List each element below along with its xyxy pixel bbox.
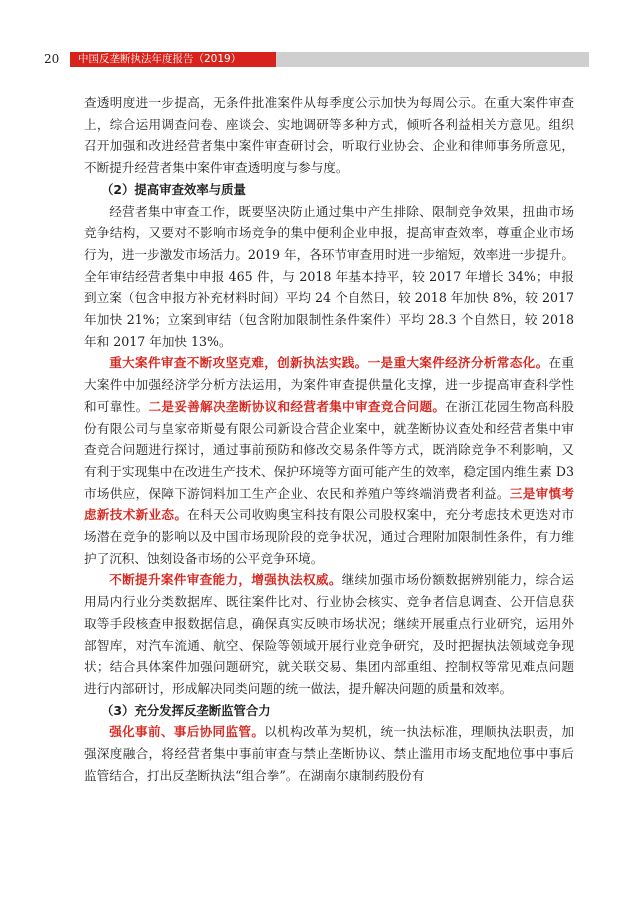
highlight-text: 二是妥善解决垄断协议和经营者集中审查竞合问题。 (148, 398, 446, 414)
header-title: 中国反垄断执法年度报告（2019） (78, 53, 242, 65)
page-header (44, 51, 589, 68)
paragraph-text: 继续加强市场份额数据辨别能力，综合运用局内行业分类数据库、既往案件比对、行业协会核实、竞争者信息调查、公开信息获取等手段核查申报数据信息，确保真实反映市场状况；继续开展重点行业研究，运用外部智库，对汽车流通、航空、保险等领域开展行业竞争研究，及时把握执法领域竞争现状；结合具体案件加强问题研究，就关联交易、集团内部重组、控制权等常见难点问题进行内部研讨，形成解决同类问题的统一做法，提升解决问题的质量和效率。 (84, 572, 575, 696)
paragraph-text: 在科天公司收购奥宝科技有限公司股权案中，充分考虑技术更迭对市场潜在竞争的影响以及中国市场现阶段的竞争状况，通过合理附加限制性条件，有力维护了沉积、蚀刻设备市场的公平竞争环境。 (84, 507, 575, 566)
header-rule (276, 52, 589, 67)
paragraph-3 (84, 352, 574, 569)
highlight-text: 强化事前、事后协同监管。 (109, 724, 265, 740)
paragraph-5 (84, 721, 574, 786)
paragraph-text: 以机构改革为契机，统一执法标准，理顺执法职责，加强深度融合，将经营者集中事前审查与禁止垄断协议、禁止滥用市场支配地位事中事后监管结合，打出反垄断执法“组合拳”。在湖南尔康制药股份有 (84, 724, 575, 783)
section-heading-2: （2）提高审查效率与质量 (101, 181, 246, 197)
page-number: 20 (44, 52, 60, 66)
paragraph-4 (84, 569, 574, 699)
highlight-text: 不断提升案件审查能力，增强执法权威。 (109, 572, 342, 588)
header-title-bar (70, 52, 276, 67)
paragraph-2: 经营者集中审查工作，既要坚决防止通过集中产生排除、限制竞争效果，扭曲市场竞争结构，又要对不影响市场竞争的集中便利企业申报，提高审查效率，尊重企业市场行为，进一步激发市场活力。2019 年，各环节审查用时进一步缩短，效率进一步提升。全年审结经营者集中申报 465 件，与 2018 年基本持平，较 2017 年增长 34%；申报到立案（包含申报方补充材料时间）平均 24 个自然日，较 2018 年加快 8%，较 2017 年加快 21%；立案到审结（包含附加限制性条件案件）平均 28.3 个自然日，较 2018 年和 2017 年加快 13%。 (84, 203, 574, 349)
section-heading-3: （3）充分发挥反垄断监管合力 (101, 702, 271, 718)
paragraph-1: 查透明度进一步提高，无条件批准案件从每季度公示加快为每周公示。在重大案件审查上，综合运用调查问卷、座谈会、实地调研等多种方式，倾听各利益相关方意见。组织召开加强和改进经营者集中案件审查研讨会，听取行业协会、企业和律师事务所意见，不断提升经营者集中案件审查透明度与参与度。 (84, 95, 574, 176)
paragraph-text: 在重大案件中加强经济学分析方法运用，为案件审查提供量化支撑，进一步提高审查科学性和可靠性。 (84, 355, 575, 414)
highlight-text: 三是审慎考虑新技术新业态。 (84, 485, 575, 523)
body-text (84, 92, 574, 787)
paragraph-text: 在浙江花园生物高科股份有限公司与皇家帝斯曼有限公司新设合营企业案中，就垄断协议查处和经营者集中审查竞合问题进行探讨，通过事前预防和修改交易条件等方式，既消除竞争不利影响，又有利于实现集中在改进生产技术、保护环境等方面可能产生的效率，稳定国内维生素 D3 市场供应，保障下游饲料加工生产企业、农民和养殖户等终端消费者利益。 (84, 398, 575, 501)
highlight-text: 重大案件审查不断攻坚克难，创新执法实践。一是重大案件经济分析常态化。 (109, 355, 549, 371)
